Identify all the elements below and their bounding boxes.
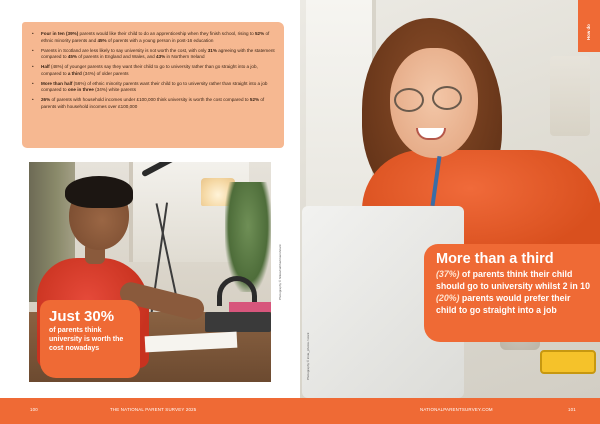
callout-percent-2: (20%) bbox=[436, 293, 460, 303]
photo-credit-right: Photography © insta_photos / stock bbox=[306, 332, 310, 380]
callout-text-1: of parents think their child should go to university whilst 2 in 10 bbox=[436, 269, 590, 291]
finding-text: of parents in England and Wales, and bbox=[77, 54, 157, 60]
finding-text: of parents with a young person in post-16 education bbox=[106, 37, 214, 43]
key-finding-item bbox=[32, 31, 276, 44]
callout-percent-1: (37%) bbox=[436, 269, 460, 279]
stat-callout-go-to-university bbox=[424, 244, 600, 342]
key-finding-item bbox=[32, 97, 276, 110]
left-page bbox=[0, 0, 300, 398]
finding-highlight: Four in ten bbox=[41, 31, 65, 36]
finding-text: in Northern Ireland bbox=[165, 54, 205, 60]
finding-highlight: 52% bbox=[249, 97, 260, 103]
website-link[interactable]: NATIONALPARENTSURVEY.COM bbox=[420, 407, 493, 412]
finding-highlight: 52% bbox=[255, 31, 265, 36]
key-finding-item bbox=[32, 48, 276, 61]
finding-highlight: (39%) bbox=[66, 31, 79, 36]
right-page bbox=[300, 0, 600, 398]
page-number-right: 101 bbox=[568, 407, 576, 412]
section-tab-label: How do bbox=[586, 24, 591, 40]
finding-highlight: More than half bbox=[41, 80, 73, 86]
finding-text: (34%) white parents bbox=[93, 87, 136, 93]
finding-highlight: 45% bbox=[97, 37, 107, 43]
section-tab bbox=[578, 0, 600, 52]
key-finding-item bbox=[32, 81, 276, 94]
finding-highlight: 45% bbox=[67, 54, 78, 60]
callout-headline: Just 30% bbox=[49, 308, 115, 325]
key-findings-list bbox=[32, 31, 276, 111]
finding-text: Parents in Scotland are less likely to say university is not worth the cost, with only bbox=[41, 47, 208, 53]
finding-highlight: 43% bbox=[156, 54, 166, 60]
finding-text: of parents with household incomes over £100,000 bbox=[41, 97, 265, 109]
publication-title: THE NATIONAL PARENT SURVEY 2025 bbox=[110, 407, 197, 412]
finding-text: agreeing with the statement compared to bbox=[41, 47, 275, 60]
key-finding-item bbox=[32, 64, 276, 77]
finding-highlight: 31% bbox=[207, 47, 217, 53]
finding-highlight: Half bbox=[41, 64, 50, 70]
footer-bar bbox=[0, 398, 600, 424]
page-number-left: 100 bbox=[30, 407, 38, 412]
finding-text: of ethnic minority parents and bbox=[41, 31, 270, 43]
callout-text: of parents think university is worth the cost nowadays bbox=[49, 327, 124, 352]
finding-text: of parents with household incomes under £100,000 think university is worth the cost compared to bbox=[50, 97, 250, 103]
stat-callout-university-cost bbox=[40, 300, 140, 378]
finding-highlight: one in three bbox=[67, 87, 94, 93]
finding-text: parents would like their child to do an apprenticeship when they finish school, rising to bbox=[78, 31, 255, 36]
photo-credit: Photography © fizkes/cathhartmann/stock bbox=[278, 244, 282, 300]
finding-text: (48%) of younger parents say they want their child to go to university rather than go straight into a job, compared to bbox=[41, 64, 258, 76]
finding-highlight: a third bbox=[67, 70, 82, 76]
finding-text: (56%) of ethnic minority parents want their child to go to university rather than straight into a job compared to bbox=[41, 80, 268, 93]
finding-highlight: 26% bbox=[41, 97, 51, 103]
callout-headline: More than a third bbox=[436, 251, 554, 267]
callout-text-2: parents would prefer their child to go straight into a job bbox=[436, 293, 571, 315]
callout-text bbox=[436, 268, 592, 316]
key-findings-box bbox=[22, 22, 284, 148]
finding-text: (34%) of older parents bbox=[81, 70, 129, 76]
